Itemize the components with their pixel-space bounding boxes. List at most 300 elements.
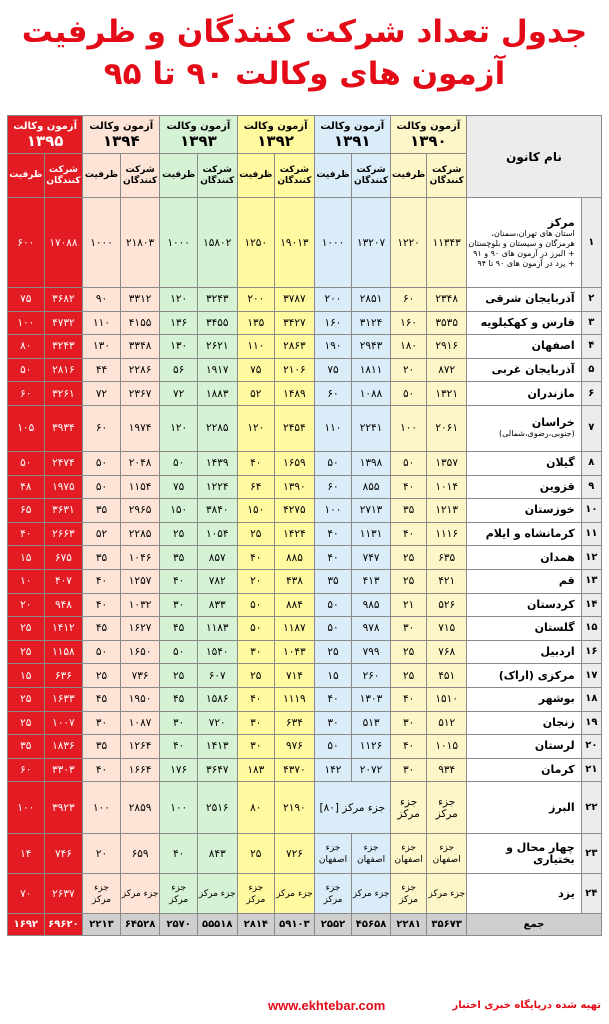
capacity-cell: ۳۰ bbox=[160, 593, 198, 617]
header-participants: شرکت کنندگان bbox=[352, 154, 391, 198]
participants-cell: ۷۴۶ bbox=[44, 834, 83, 874]
participants-cell: ۱۱۱۹ bbox=[275, 687, 315, 711]
participants-cell: ۱۰۱۵ bbox=[427, 735, 467, 759]
center-name bbox=[466, 782, 581, 834]
capacity-cell: ۳۵ bbox=[8, 735, 45, 759]
header-row-years bbox=[8, 116, 602, 154]
participants-cell: ۲۱۸۰۳ bbox=[120, 198, 160, 288]
capacity-cell: ۳۰ bbox=[237, 640, 275, 664]
capacity-cell: ۲۰۰ bbox=[237, 288, 275, 312]
participants-cell: ۱۲۲۴ bbox=[197, 475, 237, 499]
participants-cell: ۱۱۳۴۳ bbox=[427, 198, 467, 288]
capacity-cell: ۱۰۰ bbox=[8, 311, 45, 335]
participants-cell: ۳۲۶۱ bbox=[44, 382, 83, 406]
row-number: ۱۳ bbox=[581, 569, 601, 593]
participants-cell: ۴۳۸ bbox=[275, 569, 315, 593]
header-capacity: ظرفیت bbox=[237, 154, 275, 198]
capacity-cell: ۴۰ bbox=[237, 546, 275, 570]
capacity-cell: جزء مرکز bbox=[314, 874, 352, 914]
capacity-cell: ۹۰ bbox=[83, 288, 121, 312]
participants-cell: ۱۰۰۷ bbox=[44, 711, 83, 735]
capacity-cell: ۳۰ bbox=[160, 711, 198, 735]
center-name-text: قزوین bbox=[539, 479, 575, 493]
capacity-cell: ۱۳۶ bbox=[160, 311, 198, 335]
table-row bbox=[8, 735, 602, 759]
participants-cell: ۲۰۴۸ bbox=[120, 451, 160, 475]
participants-cell: ۳۹۳۴ bbox=[44, 405, 83, 451]
capacity-cell: ۲۵ bbox=[237, 834, 275, 874]
row-number: ۲ bbox=[581, 288, 601, 312]
participants-cell: ۱۴۳۹ bbox=[197, 451, 237, 475]
participants-cell: ۱۶۵۹ bbox=[275, 451, 315, 475]
capacity-cell: ۶۰ bbox=[8, 758, 45, 782]
capacity-cell: ۲۵ bbox=[8, 640, 45, 664]
capacity-cell: ۵۰ bbox=[160, 451, 198, 475]
participants-cell: ۶۷۵ bbox=[44, 546, 83, 570]
table-row bbox=[8, 499, 602, 523]
participants-cell: ۴۰۷ bbox=[44, 569, 83, 593]
participants-cell: ۱۳۲۱ bbox=[427, 382, 467, 406]
participants-cell: ۱۵۴۰ bbox=[197, 640, 237, 664]
center-name bbox=[466, 198, 581, 288]
row-number: ۳ bbox=[581, 311, 601, 335]
participants-cell: ۱۹۱۷ bbox=[197, 358, 237, 382]
row-number: ۱۸ bbox=[581, 687, 601, 711]
table-row bbox=[8, 782, 602, 834]
capacity-cell: ۱۰۰۰ bbox=[83, 198, 121, 288]
capacity-cell: جزء مرکز bbox=[83, 874, 121, 914]
capacity-cell: ۳۰ bbox=[237, 711, 275, 735]
center-name-text: مرکزی (اراک) bbox=[498, 668, 575, 682]
capacity-cell: ۲۵ bbox=[390, 569, 427, 593]
capacity-cell: ۲۵ bbox=[160, 664, 198, 688]
row-number: ۱۶ bbox=[581, 640, 601, 664]
capacity-cell: ۱۶۰ bbox=[390, 311, 427, 335]
participants-cell: ۳۴۲۷ bbox=[275, 311, 315, 335]
participants-cell: ۳۳۴۸ bbox=[120, 335, 160, 359]
row-number: ۹ bbox=[581, 475, 601, 499]
participants-cell: جزء مرکز bbox=[197, 874, 237, 914]
participants-cell: ۱۱۵۴ bbox=[120, 475, 160, 499]
capacity-cell: ۶۰ bbox=[8, 382, 45, 406]
participants-cell: ۴۳۷۰ bbox=[275, 758, 315, 782]
participants-cell: ۲۸۱۶ bbox=[44, 358, 83, 382]
participants-cell: ۱۲۱۳ bbox=[427, 499, 467, 523]
exam-label: آزمون وکالت bbox=[166, 120, 231, 132]
center-name bbox=[466, 475, 581, 499]
center-name-text: فارس و کهکیلویه bbox=[480, 315, 575, 329]
participants-cell: ۴۲۱ bbox=[427, 569, 467, 593]
capacity-cell: ۱۹۰ bbox=[314, 335, 352, 359]
table-cell: ۳۹۲۳ bbox=[44, 782, 83, 834]
capacity-cell: ۴۰ bbox=[314, 522, 352, 546]
capacity-cell: ۴۰ bbox=[237, 451, 275, 475]
capacity-cell: ۱۱۰ bbox=[83, 311, 121, 335]
capacity-cell: ۸۰ bbox=[8, 335, 45, 359]
capacity-cell: ۵۰ bbox=[83, 475, 121, 499]
participants-cell: جزء مرکز bbox=[120, 874, 160, 914]
header-participants: شرکت کنندگان bbox=[120, 154, 160, 198]
table-cell: ۲۵۱۶ bbox=[197, 782, 237, 834]
capacity-cell: ۱۲۰ bbox=[237, 405, 275, 451]
header-capacity: ظرفیت bbox=[160, 154, 198, 198]
table-row bbox=[8, 711, 602, 735]
row-number: ۱۷ bbox=[581, 664, 601, 688]
participants-cell: ۲۸۶۳ bbox=[275, 335, 315, 359]
participants-cell: ۱۲۶۴ bbox=[120, 735, 160, 759]
participants-cell: جزء مرکز bbox=[275, 874, 315, 914]
capacity-cell: ۴۰ bbox=[237, 687, 275, 711]
capacity-cell: ۱۲۲۰ bbox=[390, 198, 427, 288]
stats-table-wrapper bbox=[7, 115, 602, 936]
participants-cell: ۱۱۸۳ bbox=[197, 617, 237, 641]
exam-label: آزمون وکالت bbox=[89, 120, 154, 132]
table-row bbox=[8, 198, 602, 288]
capacity-cell: ۱۵ bbox=[314, 664, 352, 688]
capacity-cell: ۷۵ bbox=[160, 475, 198, 499]
participants-cell: ۱۵۸۰۲ bbox=[197, 198, 237, 288]
participants-cell: ۲۹۱۶ bbox=[427, 335, 467, 359]
capacity-cell: ۵۰ bbox=[83, 451, 121, 475]
capacity-cell: ۵۰ bbox=[8, 451, 45, 475]
participants-cell: ۱۸۳۶ bbox=[44, 735, 83, 759]
year-label: ۱۳۹۱ bbox=[333, 131, 371, 150]
center-name-text: گیلان bbox=[546, 456, 575, 470]
capacity-cell: ۳۵ bbox=[83, 735, 121, 759]
table-row bbox=[8, 640, 602, 664]
participants-cell: ۷۳۶ bbox=[120, 664, 160, 688]
center-name bbox=[466, 640, 581, 664]
participants-cell: ۱۰۸۷ bbox=[120, 711, 160, 735]
participants-cell: ۶۳۴ bbox=[275, 711, 315, 735]
capacity-cell: ۱۸۰ bbox=[390, 335, 427, 359]
capacity-cell: ۵۰ bbox=[390, 451, 427, 475]
header-participants: شرکت کنندگان bbox=[275, 154, 315, 198]
center-name bbox=[466, 664, 581, 688]
center-name bbox=[466, 335, 581, 359]
capacity-cell: ۲۵ bbox=[8, 687, 45, 711]
header-year-1390 bbox=[390, 116, 466, 154]
capacity-cell: ۶۰ bbox=[314, 475, 352, 499]
participants-cell: ۴۱۳ bbox=[352, 569, 391, 593]
participants-cell: ۲۲۸۵ bbox=[197, 405, 237, 451]
header-participants: شرکت کنندگان bbox=[197, 154, 237, 198]
capacity-cell: ۲۵ bbox=[390, 664, 427, 688]
center-name-text: کردستان bbox=[526, 597, 575, 611]
participants-cell: جزء اصفهان bbox=[427, 834, 467, 874]
participants-cell: ۸۵۷ bbox=[197, 546, 237, 570]
participants-cell: ۱۴۸۹ bbox=[275, 382, 315, 406]
capacity-cell: ۵۰ bbox=[160, 640, 198, 664]
row-number: ۵ bbox=[581, 358, 601, 382]
capacity-cell: ۲۵ bbox=[83, 664, 121, 688]
center-name-text: یزد bbox=[558, 886, 575, 900]
center-name bbox=[466, 874, 581, 914]
participants-cell: ۱۷۰۸۸ bbox=[44, 198, 83, 288]
capacity-cell: ۵۰ bbox=[314, 451, 352, 475]
capacity-cell: ۶۴ bbox=[237, 475, 275, 499]
row-number: ۱۰ bbox=[581, 499, 601, 523]
center-name-text: زنجان bbox=[542, 715, 575, 729]
center-name bbox=[466, 711, 581, 735]
participants-cell: ۷۲۶ bbox=[275, 834, 315, 874]
participants-cell: ۲۲۸۶ bbox=[120, 358, 160, 382]
center-name bbox=[466, 405, 581, 451]
center-name bbox=[466, 311, 581, 335]
participants-cell: ۶۵۹ bbox=[120, 834, 160, 874]
capacity-cell: ۶۰ bbox=[83, 405, 121, 451]
center-name-text: اصفهان bbox=[531, 339, 575, 353]
table-row bbox=[8, 617, 602, 641]
capacity-cell: ۷۰ bbox=[8, 874, 45, 914]
center-note: (جنوبی،رضوی،شمالی) bbox=[498, 429, 575, 439]
center-name bbox=[466, 569, 581, 593]
center-name-text: چهار محال و بختیاری bbox=[506, 840, 575, 866]
total-cell: ۲۲۱۳ bbox=[83, 914, 121, 936]
capacity-cell: ۵۰ bbox=[83, 640, 121, 664]
total-cell: ۶۴۵۲۸ bbox=[120, 914, 160, 936]
participants-cell: ۷۴۷ bbox=[352, 546, 391, 570]
capacity-cell: ۵۰ bbox=[237, 593, 275, 617]
stats-table bbox=[7, 115, 602, 936]
total-cell: ۱۶۹۲ bbox=[8, 914, 45, 936]
participants-cell: ۲۶۲۱ bbox=[197, 335, 237, 359]
participants-cell: ۱۰۵۴ bbox=[197, 522, 237, 546]
header-capacity: ظرفیت bbox=[390, 154, 427, 198]
capacity-cell: جزء مرکز bbox=[237, 874, 275, 914]
participants-cell: ۲۰۶۱ bbox=[427, 405, 467, 451]
participants-cell: ۳۲۴۳ bbox=[44, 335, 83, 359]
capacity-cell: ۳۰ bbox=[390, 617, 427, 641]
center-name-text: قم bbox=[558, 574, 575, 588]
participants-cell: ۲۲۸۵ bbox=[120, 522, 160, 546]
row-number: ۲۳ bbox=[581, 834, 601, 874]
table-row bbox=[8, 687, 602, 711]
participants-cell: ۱۰۴۶ bbox=[120, 546, 160, 570]
participants-cell: ۱۳۰۳ bbox=[352, 687, 391, 711]
participants-cell: ۱۶۵۰ bbox=[120, 640, 160, 664]
capacity-cell: ۲۰ bbox=[8, 593, 45, 617]
exam-label: آزمون وکالت bbox=[13, 120, 77, 132]
table-row bbox=[8, 593, 602, 617]
capacity-cell: ۲۵ bbox=[237, 664, 275, 688]
participants-cell: ۱۳۹۰ bbox=[275, 475, 315, 499]
capacity-cell: ۴۰ bbox=[390, 687, 427, 711]
participants-cell: ۱۵۸۶ bbox=[197, 687, 237, 711]
participants-cell: ۳۷۸۷ bbox=[275, 288, 315, 312]
participants-cell: جزء اصفهان bbox=[352, 834, 391, 874]
participants-cell: ۳۶۸۲ bbox=[44, 288, 83, 312]
table-cell: ۲۱۹۰ bbox=[275, 782, 315, 834]
participants-cell: ۸۸۵ bbox=[275, 546, 315, 570]
capacity-cell: ۳۵ bbox=[83, 499, 121, 523]
capacity-cell: ۶۰ bbox=[314, 382, 352, 406]
capacity-cell: ۴۰ bbox=[314, 687, 352, 711]
capacity-cell: ۱۴ bbox=[8, 834, 45, 874]
center-name-text: بوشهر bbox=[538, 692, 575, 706]
capacity-cell: ۱۰۵ bbox=[8, 405, 45, 451]
capacity-cell: ۵۰ bbox=[390, 382, 427, 406]
center-name bbox=[466, 288, 581, 312]
table-row bbox=[8, 664, 602, 688]
year-label: ۱۳۹۳ bbox=[180, 131, 217, 150]
capacity-cell: ۴۴ bbox=[83, 358, 121, 382]
capacity-cell: ۱۷۶ bbox=[160, 758, 198, 782]
table-row bbox=[8, 546, 602, 570]
capacity-cell: ۴۸ bbox=[8, 475, 45, 499]
capacity-cell: ۱۰۰ bbox=[314, 499, 352, 523]
row-number: ۶ bbox=[581, 382, 601, 406]
capacity-cell: ۱۰ bbox=[8, 569, 45, 593]
participants-cell: ۱۳۵۷ bbox=[427, 451, 467, 475]
capacity-cell: ۷۵ bbox=[237, 358, 275, 382]
capacity-cell: ۱۵ bbox=[8, 664, 45, 688]
capacity-cell: ۳۰ bbox=[390, 758, 427, 782]
participants-cell: ۲۲۴۱ bbox=[352, 405, 391, 451]
capacity-cell: ۶۰ bbox=[390, 288, 427, 312]
center-name-text: خراسان bbox=[531, 416, 575, 430]
capacity-cell: ۲۰ bbox=[390, 358, 427, 382]
total-cell: ۲۵۵۲ bbox=[314, 914, 352, 936]
center-name bbox=[466, 499, 581, 523]
participants-cell: ۱۱۵۸ bbox=[44, 640, 83, 664]
table-cell: جزء مرکز [۸۰] bbox=[314, 782, 390, 834]
header-name-col: نام کانون bbox=[466, 116, 601, 198]
capacity-cell: ۳۵ bbox=[83, 546, 121, 570]
participants-cell: ۳۲۴۳ bbox=[197, 288, 237, 312]
capacity-cell: ۴۰ bbox=[8, 522, 45, 546]
participants-cell: ۱۴۲۴ bbox=[275, 522, 315, 546]
capacity-cell: ۷۵ bbox=[314, 358, 352, 382]
center-name bbox=[466, 735, 581, 759]
table-cell: جزء مرکز bbox=[390, 782, 427, 834]
capacity-cell: ۳۰ bbox=[83, 711, 121, 735]
capacity-cell: ۵۰ bbox=[314, 735, 352, 759]
participants-cell: ۴۵۱ bbox=[427, 664, 467, 688]
table-row bbox=[8, 475, 602, 499]
capacity-cell: ۳۵ bbox=[390, 499, 427, 523]
participants-cell: ۶۳۶ bbox=[44, 664, 83, 688]
capacity-cell: ۴۵ bbox=[83, 687, 121, 711]
participants-cell: ۳۵۳۵ bbox=[427, 311, 467, 335]
participants-cell: ۲۹۶۵ bbox=[120, 499, 160, 523]
site-link[interactable]: www.ekhtebar.com bbox=[268, 998, 386, 1013]
header-year-1395 bbox=[8, 116, 83, 154]
capacity-cell: ۲۵ bbox=[160, 522, 198, 546]
page-title: جدول تعداد شرکت کنندگان و ظرفیت bbox=[21, 14, 588, 50]
table-row bbox=[8, 382, 602, 406]
participants-cell: ۱۹۷۴ bbox=[120, 405, 160, 451]
row-number: ۱ bbox=[581, 198, 601, 288]
participants-cell: ۹۸۵ bbox=[352, 593, 391, 617]
participants-cell: ۲۸۵۱ bbox=[352, 288, 391, 312]
participants-cell: ۴۲۷۵ bbox=[275, 499, 315, 523]
participants-cell: ۱۶۲۷ bbox=[120, 617, 160, 641]
table-row bbox=[8, 834, 602, 874]
participants-cell: ۴۷۳۲ bbox=[44, 311, 83, 335]
participants-cell: ۱۰۸۸ bbox=[352, 382, 391, 406]
table-cell: ۱۰۰ bbox=[83, 782, 121, 834]
table-row bbox=[8, 569, 602, 593]
total-label: جمع bbox=[466, 914, 601, 936]
participants-cell: ۱۶۳۳ bbox=[44, 687, 83, 711]
capacity-cell: ۵۰ bbox=[314, 593, 352, 617]
year-label: ۱۳۹۲ bbox=[257, 131, 294, 150]
capacity-cell: ۱۵۰ bbox=[237, 499, 275, 523]
table-row bbox=[8, 311, 602, 335]
capacity-cell: ۲۰ bbox=[83, 834, 121, 874]
row-number: ۱۲ bbox=[581, 546, 601, 570]
total-cell: ۲۲۸۱ bbox=[390, 914, 427, 936]
header-capacity: ظرفیت bbox=[314, 154, 352, 198]
total-cell: ۴۵۶۵۸ bbox=[352, 914, 391, 936]
table-body bbox=[8, 198, 602, 936]
capacity-cell: جزء مرکز bbox=[160, 874, 198, 914]
capacity-cell: ۶۰۰ bbox=[8, 198, 45, 288]
capacity-cell: ۳۵ bbox=[314, 569, 352, 593]
capacity-cell: ۴۵ bbox=[83, 617, 121, 641]
row-number: ۲۲ bbox=[581, 782, 601, 834]
participants-cell: ۴۱۵۵ bbox=[120, 311, 160, 335]
capacity-cell: ۷۲ bbox=[160, 382, 198, 406]
header-year-1393 bbox=[160, 116, 237, 154]
participants-cell: جزء مرکز bbox=[352, 874, 391, 914]
capacity-cell: ۱۱۰ bbox=[314, 405, 352, 451]
total-cell: ۲۸۱۴ bbox=[237, 914, 275, 936]
participants-cell: ۳۳۱۲ bbox=[120, 288, 160, 312]
total-cell: ۵۹۱۰۳ bbox=[275, 914, 315, 936]
participants-cell: ۳۶۳۱ bbox=[44, 499, 83, 523]
capacity-cell: ۱۲۰ bbox=[160, 288, 198, 312]
participants-cell: ۵۱۳ bbox=[352, 711, 391, 735]
participants-cell: ۱۴۱۲ bbox=[44, 617, 83, 641]
capacity-cell: ۱۸۳ bbox=[237, 758, 275, 782]
capacity-cell: ۱۲۵۰ bbox=[237, 198, 275, 288]
center-name bbox=[466, 834, 581, 874]
participants-cell: ۸۵۵ bbox=[352, 475, 391, 499]
center-name bbox=[466, 617, 581, 641]
capacity-cell: ۴۰ bbox=[83, 593, 121, 617]
center-name bbox=[466, 451, 581, 475]
participants-cell: ۳۶۴۷ bbox=[197, 758, 237, 782]
capacity-cell: ۱۳۰ bbox=[160, 335, 198, 359]
year-label: ۱۳۹۵ bbox=[26, 131, 64, 150]
row-number: ۱۴ bbox=[581, 593, 601, 617]
center-name-text: مازندران bbox=[527, 386, 575, 400]
participants-cell: ۱۲۵۷ bbox=[120, 569, 160, 593]
participants-cell: ۵۲۶ bbox=[427, 593, 467, 617]
participants-cell: ۲۶۰ bbox=[352, 664, 391, 688]
center-name-text: مرکز bbox=[547, 215, 575, 229]
participants-cell: ۲۳۶۷ bbox=[120, 382, 160, 406]
capacity-cell: ۷۲ bbox=[83, 382, 121, 406]
total-cell: ۳۵۶۷۳ bbox=[427, 914, 467, 936]
capacity-cell: ۵۰ bbox=[237, 617, 275, 641]
capacity-cell: ۲۵ bbox=[390, 546, 427, 570]
exam-label: آزمون وکالت bbox=[243, 120, 308, 132]
capacity-cell: ۳۵ bbox=[160, 546, 198, 570]
capacity-cell: ۴۰ bbox=[390, 735, 427, 759]
capacity-cell: ۳۰ bbox=[390, 711, 427, 735]
capacity-cell: ۵۶ bbox=[160, 358, 198, 382]
capacity-cell: ۱۴۲ bbox=[314, 758, 352, 782]
capacity-cell: ۱۳۰ bbox=[83, 335, 121, 359]
participants-cell: ۳۱۲۴ bbox=[352, 311, 391, 335]
capacity-cell: ۴۵ bbox=[160, 617, 198, 641]
capacity-cell: ۴۰ bbox=[83, 758, 121, 782]
participants-cell: ۲۷۱۳ bbox=[352, 499, 391, 523]
participants-cell: ۹۳۴ bbox=[427, 758, 467, 782]
